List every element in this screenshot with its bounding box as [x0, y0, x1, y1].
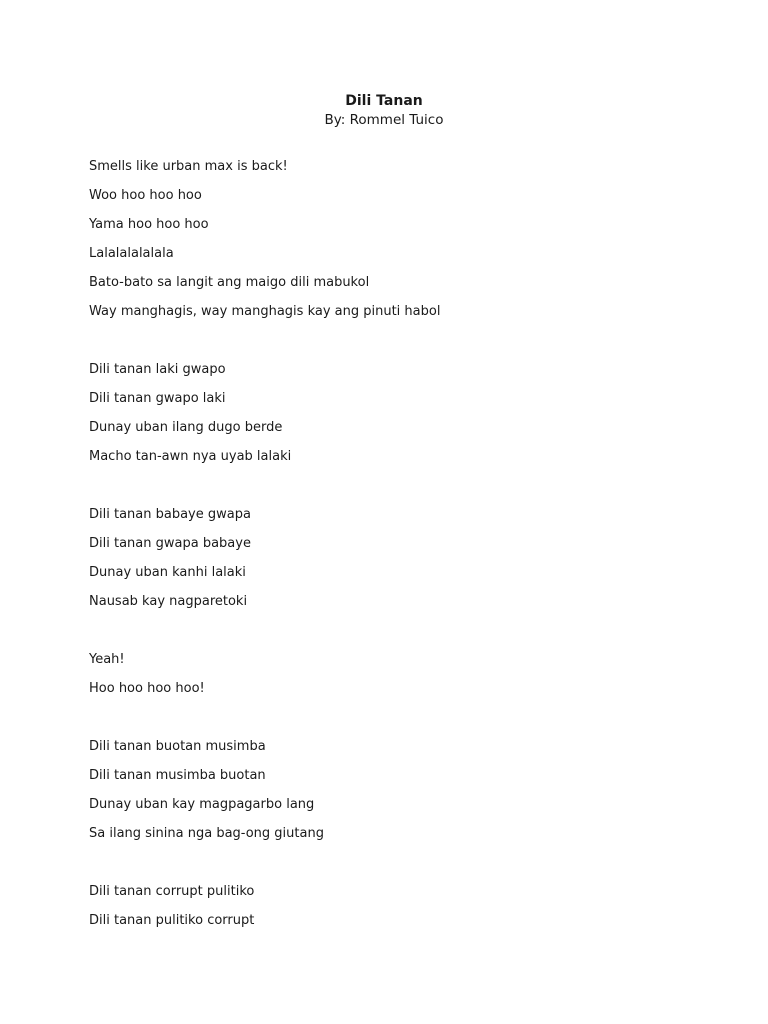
lyric-line: Smells like urban max is back!	[89, 159, 288, 174]
lyric-line: Dili tanan babaye gwapa	[89, 507, 251, 522]
stanza-3	[89, 506, 709, 622]
lyric-line: Dili tanan musimba buotan	[89, 768, 266, 783]
stanza-break	[89, 709, 709, 738]
lyric-line: Dunay uban kanhi lalaki	[89, 565, 246, 580]
lyric-line: Dunay uban kay magpagarbo lang	[89, 797, 315, 812]
stanza-break	[89, 854, 709, 883]
stanza-4	[89, 651, 709, 709]
lyric-line: Sa ilang sinina nga bag-ong giutang	[89, 826, 324, 841]
lyric-line: Dili tanan laki gwapo	[89, 362, 226, 377]
lyric-line: Yama hoo hoo hoo	[89, 217, 209, 232]
song-title: Dili Tanan	[345, 93, 423, 109]
lyric-line: Way manghagis, way manghagis kay ang pinuti habol	[89, 304, 441, 319]
lyric-line: Woo hoo hoo hoo	[89, 188, 202, 203]
lyric-line: Macho tan-awn nya uyab lalaki	[89, 449, 292, 464]
lyrics-body	[89, 158, 709, 941]
lyric-line: Dili tanan corrupt pulitiko	[89, 884, 255, 899]
stanza-1	[89, 158, 709, 332]
stanza-5	[89, 738, 709, 854]
lyric-line: Dili tanan gwapo laki	[89, 391, 226, 406]
lyric-line: Lalalalalalala	[89, 246, 174, 261]
stanza-2	[89, 361, 709, 477]
lyric-line: Bato-bato sa langit ang maigo dili mabukol	[89, 275, 370, 290]
stanza-break	[89, 332, 709, 361]
song-byline: By: Rommel Tuico	[324, 112, 444, 128]
lyric-line: Dili tanan pulitiko corrupt	[89, 913, 255, 928]
stanza-break	[89, 477, 709, 506]
lyric-line: Nausab kay nagparetoki	[89, 594, 248, 609]
lyric-line: Hoo hoo hoo hoo!	[89, 681, 205, 696]
lyric-line: Yeah!	[89, 652, 125, 667]
stanza-break	[89, 622, 709, 651]
stanza-6	[89, 883, 709, 941]
lyric-line: Dili tanan gwapa babaye	[89, 536, 251, 551]
lyric-line: Dunay uban ilang dugo berde	[89, 420, 283, 435]
lyric-line: Dili tanan buotan musimba	[89, 739, 266, 754]
